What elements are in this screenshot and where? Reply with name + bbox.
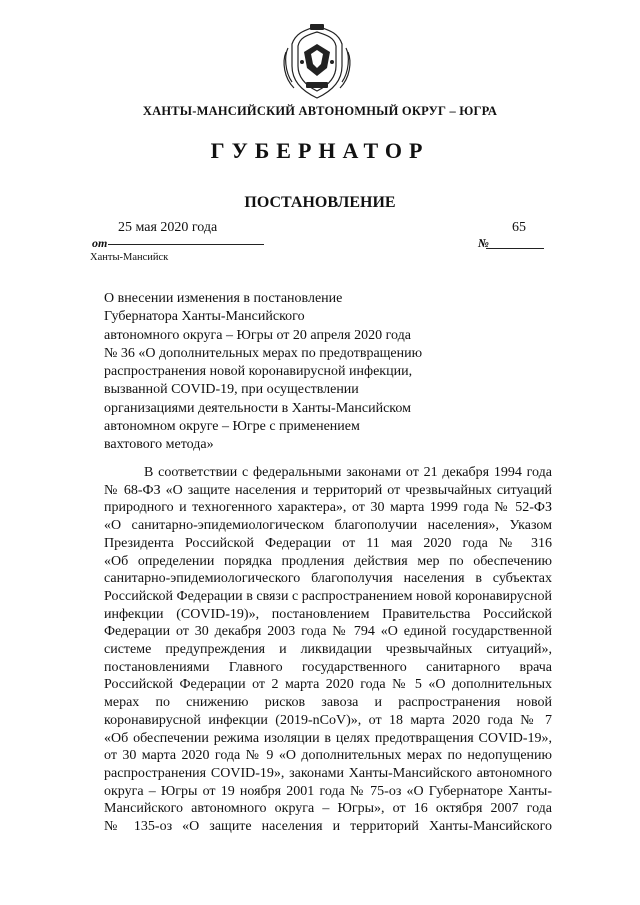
number-prefix: № [478,236,489,250]
body-line: Российской Федерации от 2 марта 2020 года № 5 «О дополнительных [104,677,552,693]
subject-line: № 36 «О дополнительных мерах по предотвращению [104,345,423,361]
subject-line: вахтового метода» [104,437,214,453]
body-line: № 135-оз «О защите населения и территорий Ханты-Мансийского [104,819,552,835]
body-line: инфекции (COVID-19)», постановлением Правительства Российской [104,606,552,622]
body-line: постановлениями Главного государственного санитарного врача [104,659,552,675]
body-line: природного и техногенного характера», от 30 марта 1999 года № 52-ФЗ [104,500,552,516]
region-name: ХАНТЫ-МАНСИЙСКИЙ АВТОНОМНЫЙ ОКРУГ – ЮГРА [142,104,498,118]
document-type: ПОСТАНОВЛЕНИЕ [244,194,396,211]
body-line: мерах по снижению рисков завоза и распространения новой [104,695,552,711]
body-line: системе предупреждения и ликвидации чрезвычайных ситуаций», [104,642,552,658]
document-number: 65 [512,220,526,235]
subject-line: распространения новой коронавирусной инфекции, [104,364,413,380]
subject-line: организациями деятельности в Ханты-Мансийском [104,400,411,416]
document-date: 25 мая 2020 года [118,220,218,235]
subject-line: вызванной COVID-19, при осуществлении [104,382,359,398]
body-line: «Об обеспечении режима изоляции в целях предотвращения COVID-19», [104,730,552,746]
body-line: округа – Югры от 19 ноября 2001 года № 75-оз «О Губернаторе Ханты- [104,783,552,799]
coat-of-arms-icon [280,22,354,102]
body-line: санитарно-эпидемиологического благополучия населения в субъектах [104,571,552,587]
body-line: В соответствии с федеральными законами от 21 декабря 1994 года [144,465,552,480]
document-subject [104,290,444,455]
body-line: коронавирусной инфекции (2019-nCoV)», от 18 марта 2020 года № 7 [104,712,552,728]
document-body [104,464,552,836]
body-line: от 30 марта 2020 года № 9 «О дополнительных мерах по недопущению [104,748,552,764]
date-underline [108,244,264,245]
subject-line: Губернатора Ханты-Мансийского [104,309,305,325]
body-line: распространения COVID-19», законами Ханты-Мансийского автономного [104,765,552,781]
body-line: Президента Российской Федерации от 11 мая 2020 года № 316 [104,535,552,551]
body-line: «О санитарно-эпидемиологическом благополучии населения», Указом [104,518,552,534]
governor-title: ГУБЕРНАТОР [210,138,430,163]
body-line: «Об определении порядка продления действия мер по обеспечению [104,553,552,569]
body-line: Федерации от 30 декабря 2003 года № 794 «О единой государственной [104,624,552,640]
body-line: Российской Федерации в связи с распространением новой коронавирусной [104,588,552,604]
body-line: № 68-ФЗ «О защите населения и территорий от чрезвычайных ситуаций [104,482,552,498]
date-prefix: от [92,236,108,250]
body-line: Мансийского автономного округа – Югры», от 16 октября 2007 года [104,801,552,817]
city-name: Ханты-Мансийск [90,252,169,263]
subject-line: О внесении изменения в постановление [104,291,343,306]
number-underline [486,248,544,249]
subject-line: автономном округе – Югре с применением [104,419,360,435]
subject-line: автономного округа – Югры от 20 апреля 2020 года [104,327,411,343]
